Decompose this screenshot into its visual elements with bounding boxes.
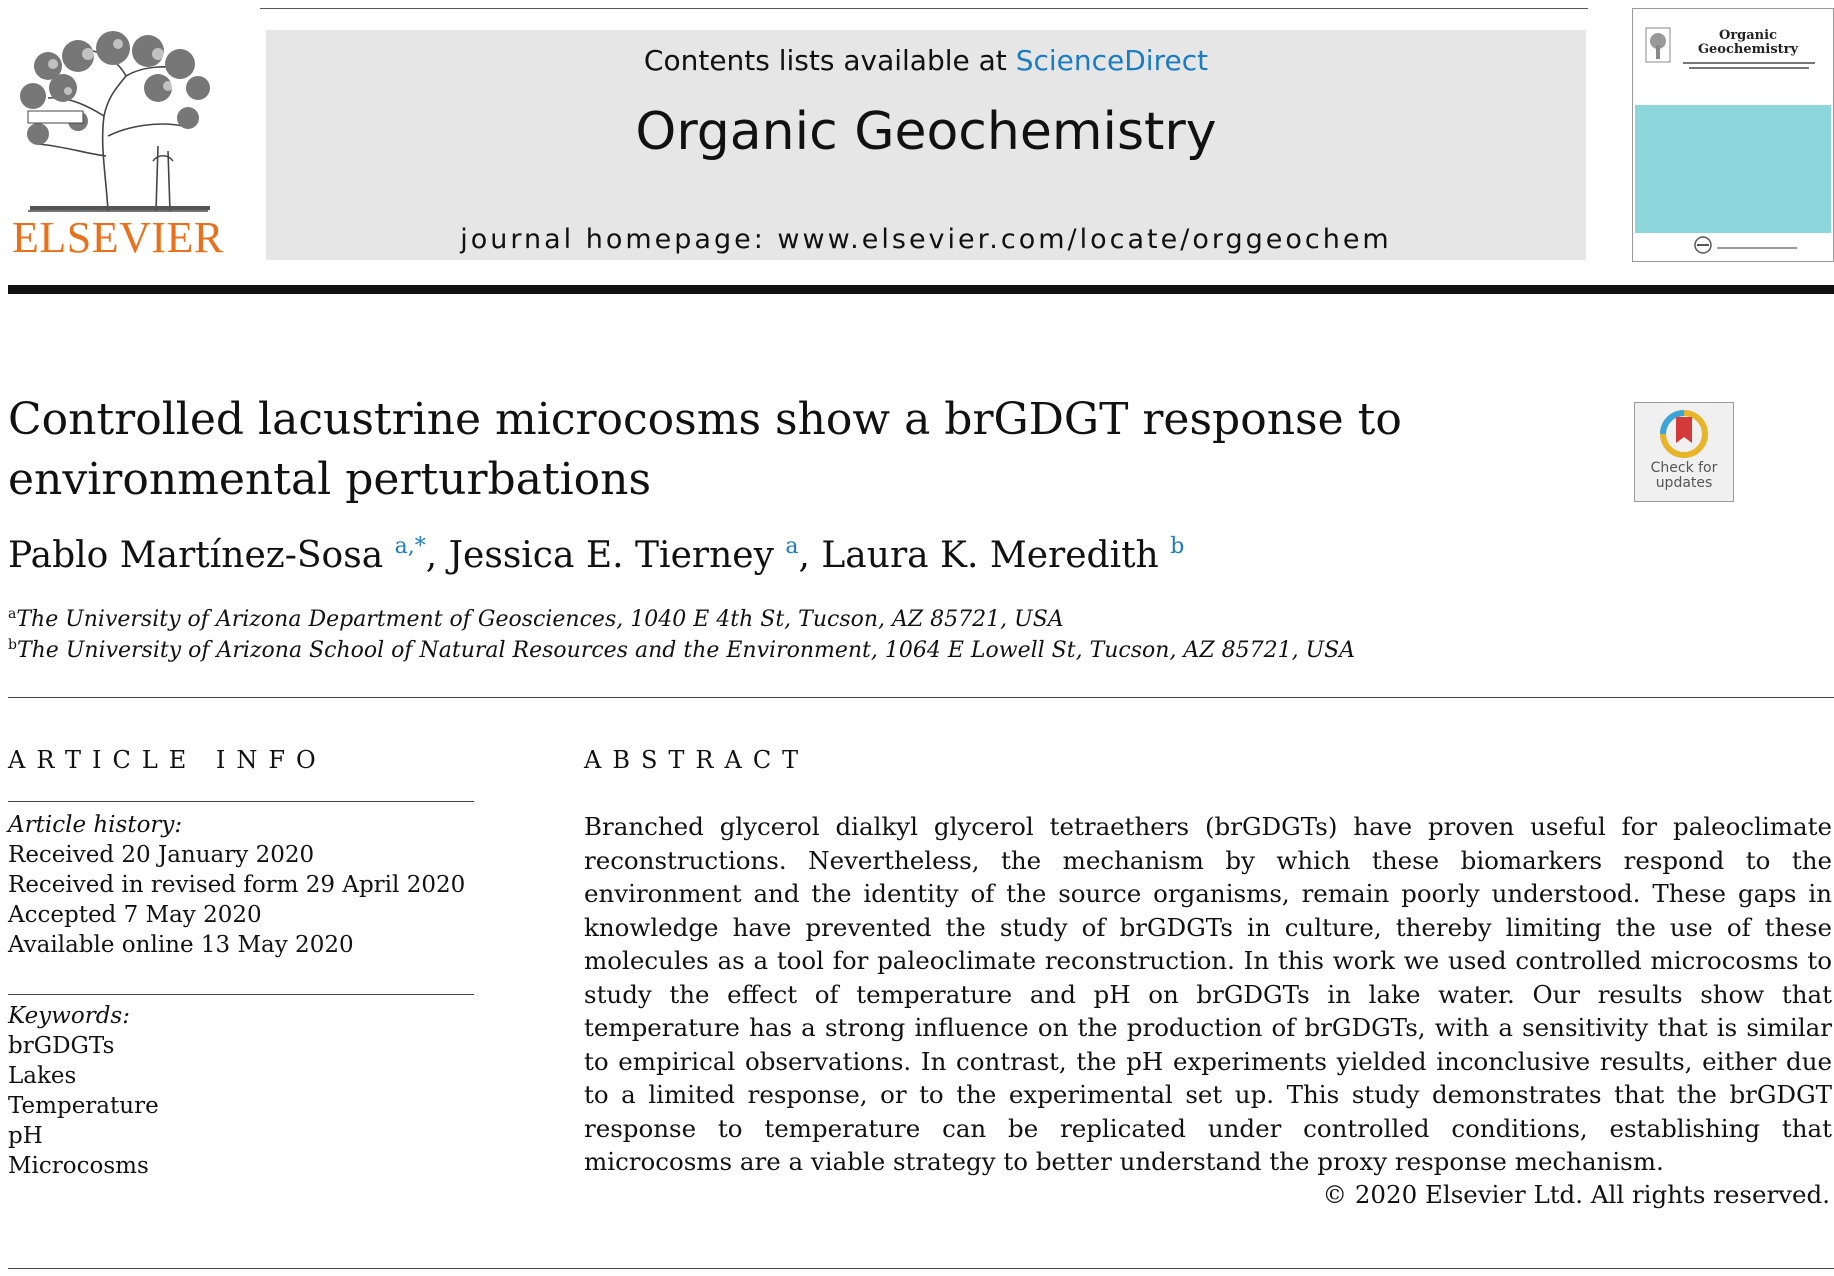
header-divider — [8, 285, 1834, 294]
affiliation-text: The University of Arizona School of Natural Resources and the Environment, 1064 E Lowell St, Tucson, AZ 85721, USA — [16, 638, 1356, 663]
keyword-item[interactable]: Lakes — [8, 1063, 77, 1089]
cover-subtitle-lines — [1679, 61, 1819, 73]
journal-masthead — [266, 30, 1586, 260]
elsevier-small-icon — [1645, 27, 1671, 63]
check-for-updates-button[interactable] — [1634, 402, 1734, 502]
journal-cover-thumbnail[interactable] — [1632, 8, 1834, 262]
author-name[interactable]: Jessica E. Tierney — [448, 535, 774, 576]
article-info-rule — [8, 801, 474, 802]
author-affiliation-mark[interactable]: a,* — [394, 534, 426, 559]
publisher-wordmark: ELSEVIER — [12, 213, 224, 262]
keywords-rule — [8, 994, 474, 995]
article-info-heading: ARTICLE INFO — [8, 746, 327, 774]
bottom-divider — [8, 1268, 1834, 1269]
crossmark-icon — [1659, 409, 1709, 459]
keyword-item[interactable]: Temperature — [8, 1093, 159, 1119]
cover-color-band — [1635, 105, 1831, 233]
abstract-heading: ABSTRACT — [584, 746, 810, 774]
affiliation-a — [8, 606, 1064, 632]
keyword-item[interactable]: pH — [8, 1123, 43, 1149]
article-history-label: Article history: — [8, 812, 183, 838]
author-separator: , — [425, 535, 449, 576]
affiliation-text: The University of Arizona Department of Geosciences, 1040 E 4th St, Tucson, AZ 85721, USA — [16, 607, 1064, 632]
author-affiliation-mark[interactable]: b — [1170, 534, 1185, 559]
history-item: Accepted 7 May 2020 — [8, 902, 262, 928]
contents-prefix: Contents lists available at — [643, 44, 1016, 77]
cover-title: Organic Geochemistry — [1697, 28, 1799, 57]
contents-line — [266, 44, 1586, 77]
article-title: Controlled lacustrine microcosms show a brGDGT response to environmental perturbations — [8, 394, 1402, 505]
affiliation-mark: a — [8, 606, 17, 622]
section-divider — [8, 697, 1834, 698]
keyword-item[interactable]: brGDGTs — [8, 1033, 115, 1059]
history-item: Received in revised form 29 April 2020 — [8, 872, 466, 898]
society-logo-icon — [1693, 235, 1813, 255]
author-separator: , — [798, 535, 822, 576]
author-name[interactable]: Pablo Martínez-Sosa — [8, 535, 384, 576]
cover-header — [1635, 11, 1831, 105]
affiliation-mark: b — [8, 637, 17, 653]
abstract-text: Branched glycerol dialkyl glycerol tetraethers (brGDGTs) have proven useful for paleoclimate reconstructions. Nevertheless, the mechanism by which these biomarkers respond to the environment and the identity of the source organisms, remain poorly understood. These gaps in knowledge have prevented the study of brGDGTs in culture, thereby limiting the use of these molecules as a tool for paleoclimate reconstruction. In this work we used controlled microcosms to study the effect of temperature and pH on brGDGTs in lake water. Our results show that temperature has a strong influence on the production of brGDGTs, with a sensitivity that is similar to empirical observations. In contrast, the pH experiments yielded inconclusive results, either due to a limited response, or to the experimental set up. This study demonstrates that the brGDGT response to temperature can be replicated under controlled conditions, establishing that microcosms are a viable strategy to better understand the proxy response mechanism. — [584, 812, 1832, 1176]
tree-emblem-icon — [8, 26, 220, 216]
sciencedirect-link[interactable]: ScienceDirect — [1015, 44, 1209, 77]
author-list — [8, 534, 1184, 576]
journal-homepage-link[interactable]: journal homepage: www.elsevier.com/locate/orggeochem — [460, 224, 1392, 255]
copyright-notice: © 2020 Elsevier Ltd. All rights reserved. — [1322, 1180, 1830, 1209]
keyword-item[interactable]: Microcosms — [8, 1153, 149, 1179]
keywords-label: Keywords: — [8, 1003, 130, 1029]
author-affiliation-mark[interactable]: a — [785, 534, 799, 559]
top-rule — [260, 8, 1588, 9]
elsevier-logo[interactable] — [8, 26, 224, 266]
author-name[interactable]: Laura K. Meredith — [821, 535, 1159, 576]
journal-title: Organic Geochemistry — [635, 102, 1217, 162]
affiliation-b — [8, 637, 1355, 663]
check-for-updates-label: Check for updates — [1650, 460, 1718, 491]
history-item: Received 20 January 2020 — [8, 842, 315, 868]
history-item: Available online 13 May 2020 — [8, 932, 354, 958]
